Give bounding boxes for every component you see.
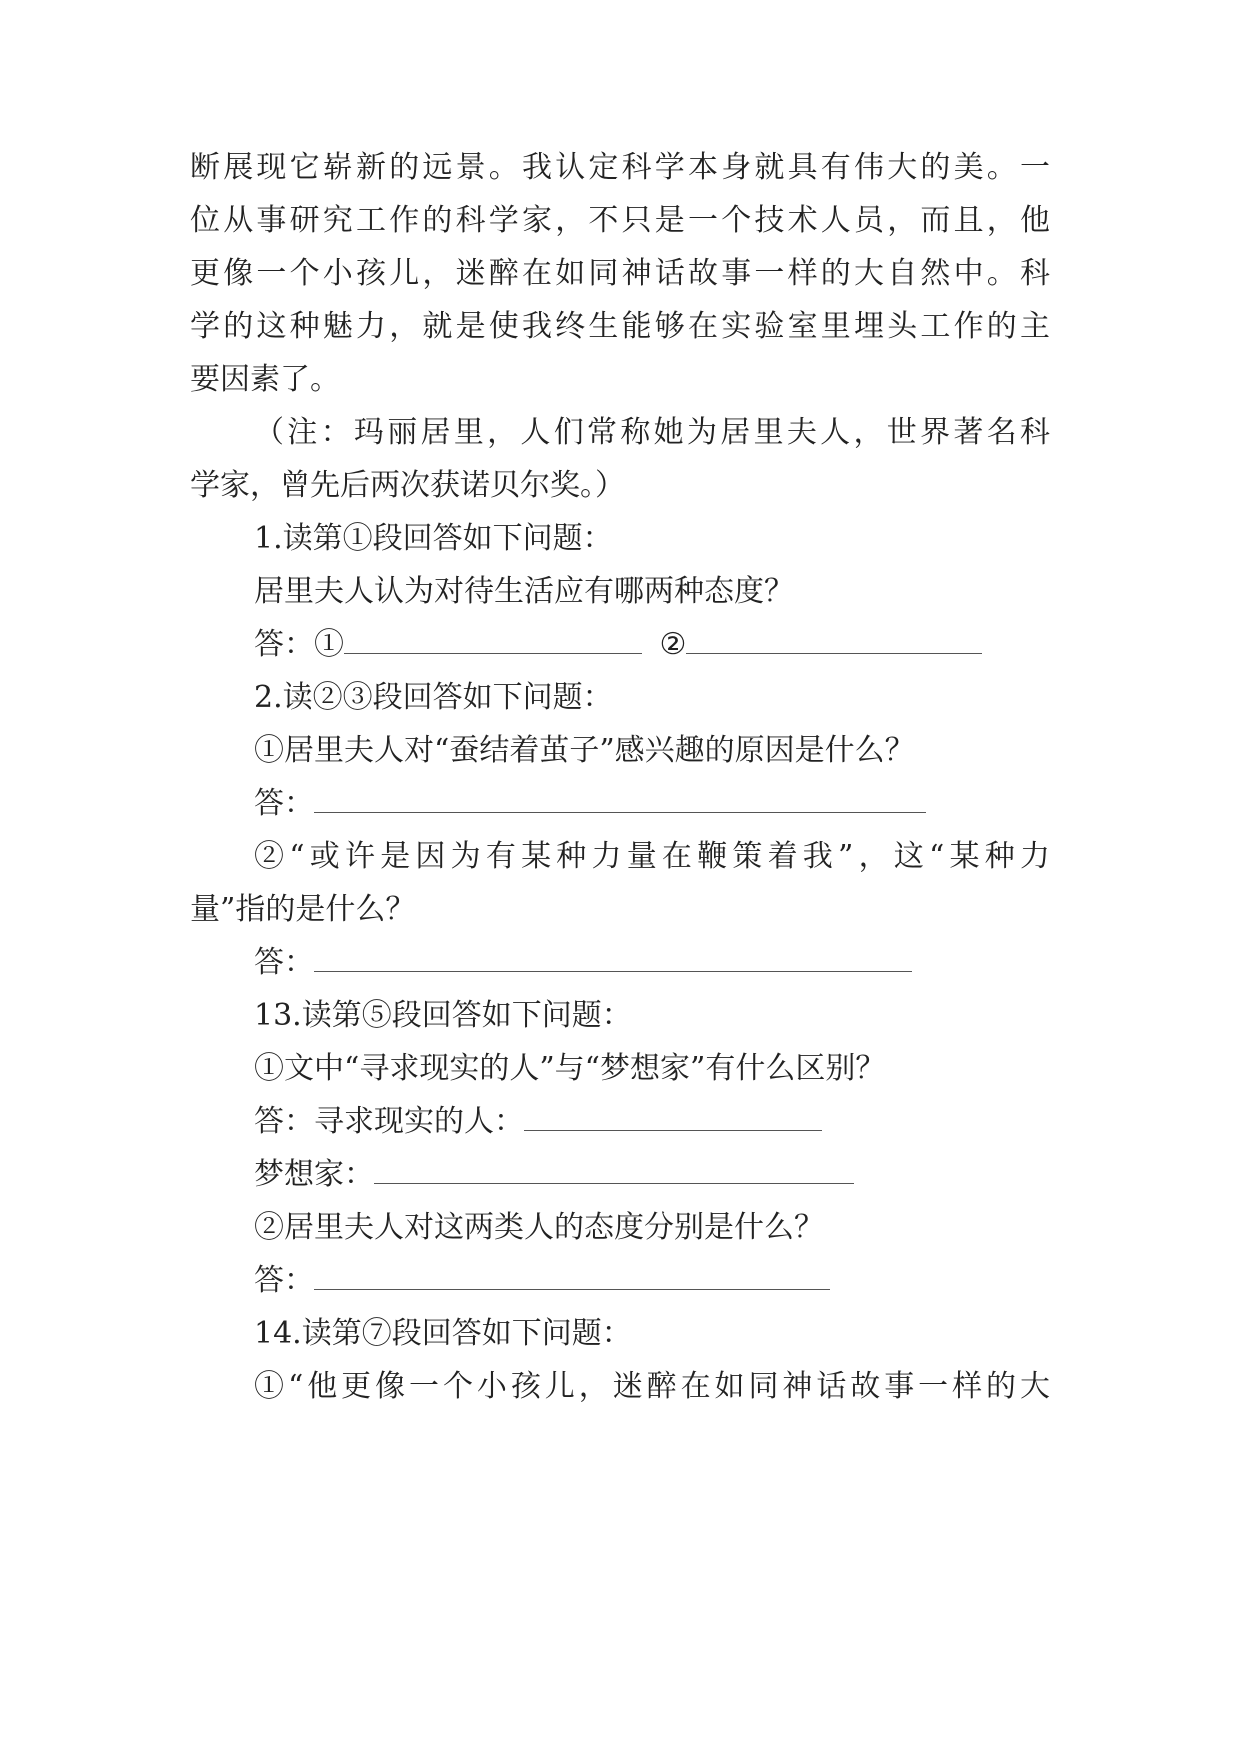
answer-label: ② (659, 627, 687, 662)
note-line: （注：玛丽居里，人们常称她为居里夫人，世界著名科 (254, 415, 1050, 450)
passage-line: 位从事研究工作的科学家，不只是一个技术人员，而且，他 (190, 203, 1050, 238)
passage-line: 要因素了。 (190, 362, 340, 397)
question-14-sub1: ①“他更像一个小孩儿，迷醉在如同神话故事一样的大 (254, 1369, 1050, 1404)
question-14-heading: 14.读第⑦段回答如下问题： (254, 1316, 632, 1351)
question-2-sub1-answer-row (254, 784, 926, 824)
note-line: 学家，曾先后两次获诺贝尔奖。） (190, 468, 625, 503)
question-2-sub2-answer-row (254, 943, 912, 983)
answer-blank[interactable] (374, 1155, 854, 1184)
answer-label: 答： (254, 1263, 314, 1298)
passage-line: 断展现它崭新的远景。我认定科学本身就具有伟大的美。一 (190, 150, 1050, 185)
answer-blank[interactable] (314, 784, 926, 813)
answer-label: 答：① (254, 627, 344, 662)
question-2-sub2: ②“或许是因为有某种力量在鞭策着我”，这“某种力 (254, 839, 1050, 874)
answer-blank[interactable] (344, 625, 642, 654)
answer-blank[interactable] (686, 625, 982, 654)
question-13-sub2: ②居里夫人对这两类人的态度分别是什么？ (254, 1210, 824, 1245)
question-13-sub1: ①文中“寻求现实的人”与“梦想家”有什么区别？ (254, 1051, 886, 1086)
question-1-text: 居里夫人认为对待生活应有哪两种态度？ (254, 574, 794, 609)
answer-blank[interactable] (314, 943, 912, 972)
question-13-heading: 13.读第⑤段回答如下问题： (254, 998, 632, 1033)
answer-label: 答： (254, 945, 314, 980)
question-2-sub2-cont: 量”指的是什么？ (190, 892, 416, 927)
answer-blank[interactable] (314, 1261, 830, 1290)
question-1-answer-row (254, 625, 982, 665)
question-13-sub1-answer2-row (254, 1155, 854, 1195)
passage-line: 学的这种魅力，就是使我终生能够在实验室里埋头工作的主 (190, 309, 1050, 344)
answer-label: 梦想家： (254, 1157, 374, 1192)
question-13-sub2-answer-row (254, 1261, 830, 1301)
answer-blank[interactable] (524, 1102, 822, 1131)
question-13-sub1-answer1-row (254, 1102, 822, 1142)
answer-label: 答：寻求现实的人： (254, 1104, 524, 1139)
answer-label: 答： (254, 786, 314, 821)
question-1-heading: 1.读第①段回答如下问题： (254, 521, 613, 556)
passage-line: 更像一个小孩儿，迷醉在如同神话故事一样的大自然中。科 (190, 256, 1050, 291)
question-2-sub1: ①居里夫人对“蚕结着茧子”感兴趣的原因是什么？ (254, 733, 915, 768)
question-2-heading: 2.读②③段回答如下问题： (254, 680, 613, 715)
